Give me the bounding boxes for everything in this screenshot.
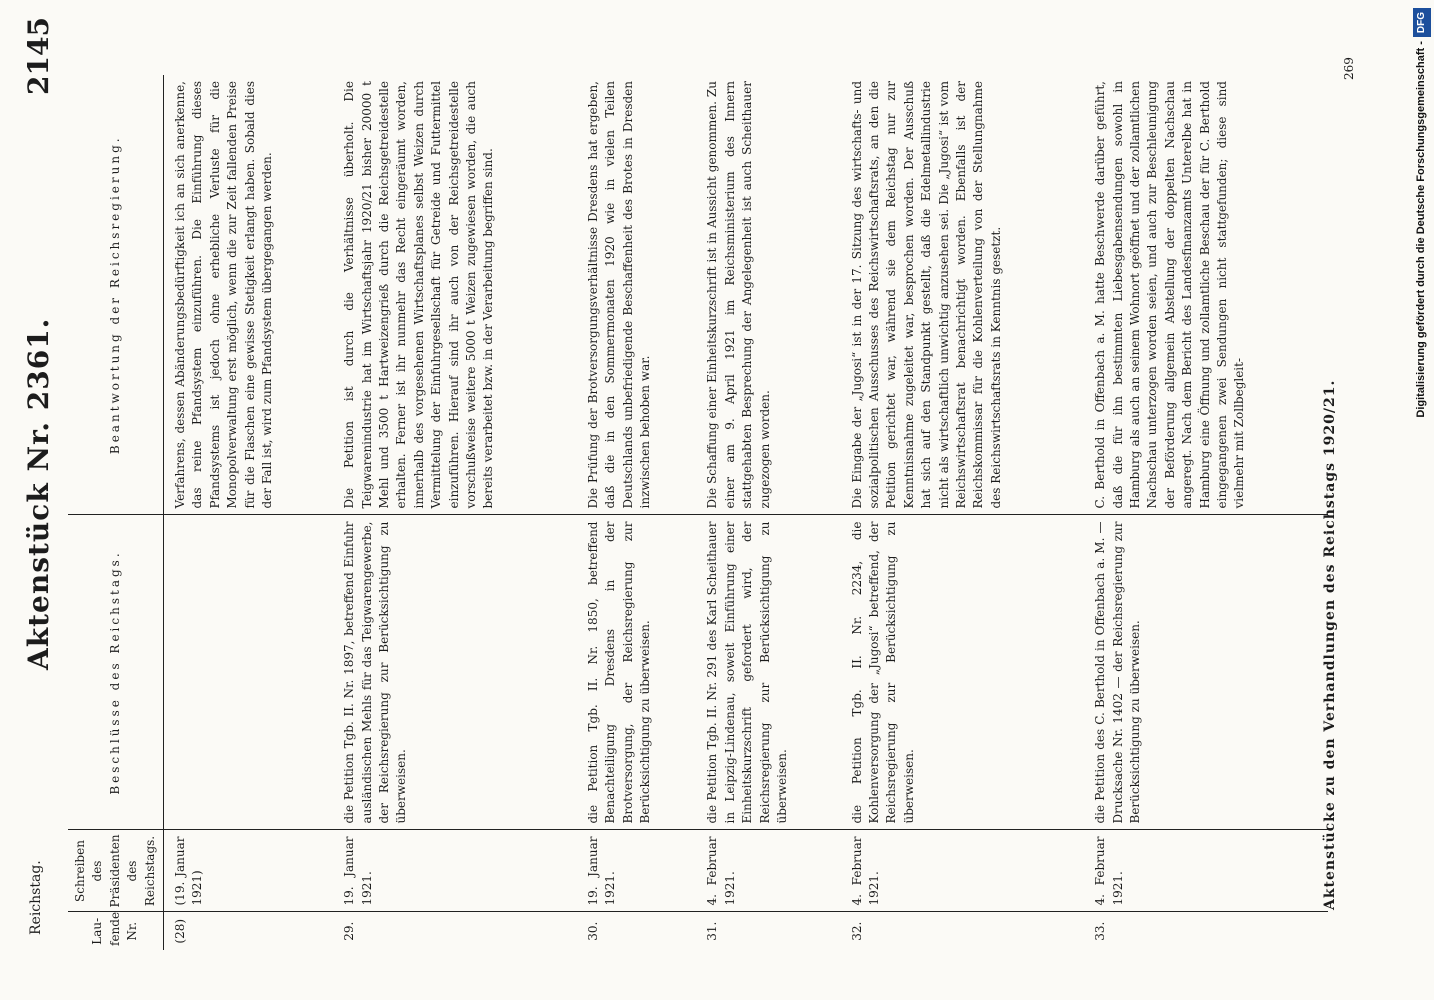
row-date: 19. Januar 1921. — [333, 830, 577, 912]
row-decision: die Petition des C. Berthold in Offenbach a. M. — Drucksache Nr. 1402 — der Reichsregierung zur Berücksichtigung zu überweisen. — [1084, 515, 1328, 830]
row-date: 19. Januar 1921. — [577, 830, 696, 912]
dfg-sidebar — [1412, 8, 1430, 988]
header-left: Reichstag. — [28, 860, 44, 935]
row-answer: C. Berthold in Offenbach a. M. hatte Beschwerde darüber geführt, daß die für ihn bestimmten Liebesgabensendungen sowohl in Hamburg als auch an seinem Wohnort geöffnet und der zollamtlichen Nachschau unterzogen worden seien, und auch zur Beschleunigung der Beförderung allgemein Abstellung der doppelten Nachschau angeregt. Nach dem Bericht des Landesfinanzamts Unterelbe hat in Hamburg eine Öffnung und zollamtliche Beschau der für C. Berthold eingegangenen zwei Sendungen nicht stattgefunden; diese sind vielmehr mit Zollbegleit- — [1084, 75, 1328, 515]
col-header-nr: Lau-fende Nr. — [68, 912, 163, 950]
folio-number: 269 — [1342, 57, 1356, 80]
row-number: 33. — [1093, 921, 1108, 941]
row-number: 31. — [705, 921, 720, 941]
col-header-decision: Beschlüsse des Reichstags. — [68, 515, 163, 830]
row-number: 32. — [849, 921, 864, 941]
row-date: 4. Februar 1921. — [1084, 830, 1328, 912]
document-footer: Aktenstücke zu den Verhandlungen des Reichstags 1920/21. — [1322, 379, 1338, 910]
row-decision: die Petition Tgb. II. Nr. 1897, betreffend Einfuhr ausländischen Mehls für das Teigwarengewerbe, der Reichsregierung zur Berücksichtigung zu überweisen. — [333, 515, 577, 830]
table-row — [696, 75, 840, 950]
table-row — [1084, 75, 1328, 950]
row-answer: Die Eingabe der „Jugosi“ ist in der 17. Sitzung des wirtschafts- und sozialpolitischen Ausschusses des Reichswirtschaftsrats, an den die Petition gerichtet war, während sie dem Reichstag nur zur Kenntnisnahme zugeleitet war, besprochen worden. Der Ausschuß hat sich auf den Standpunkt gestellt, daß die Edelmetallindustrie nicht als wirtschaftlich unwichtig anzusehen sei. Die „Jugosi“ ist vom Reichswirtschaftsrat benachrichtigt worden. Ebenfalls ist der Reichskommissar für die Kohlenverteilung von der Stellungnahme des Reichswirtschaftsrats in Kenntnis gesetzt. — [841, 75, 1085, 515]
dfg-logo: DFG — [1413, 8, 1431, 37]
row-answer: Die Petition ist durch die Verhältnisse überholt. Die Teigwarenindustrie hat im Wirtschaftsjahr 1920/21 bisher 20000 t Mehl und 3500 t Hartweizengrieß durch die Reichsgetreidestelle erhalten. Ferner ist ihr nunmehr das Recht eingeräumt worden, innerhalb des vorgesehenen Wirtschaftsplanes selbst Weizen durch Vermittelung der Einfuhrgesellschaft für Getreide und Futtermittel einzuführen. Hierauf sind ihr auch von der Reichsgetreidestelle vorschußweise weitere 5000 t Weizen zugewiesen worden, die auch bereits verarbeitet bzw. in der Verarbeitung begriffen sind. — [333, 75, 577, 515]
row-answer: Die Prüfung der Brotversorgungsverhältnisse Dresdens hat ergeben, daß die in den Sommermonaten 1920 wie in vielen Teilen Deutschlands unbefriedigende Beschaffenheit des Brotes in Dresden inzwischen behoben war. — [577, 75, 696, 515]
row-answer: Die Schaffung einer Einheitskurzschrift ist in Aussicht genommen. Zu einer am 9. April 1921 im Reichsministerium des Innern stattgehabten Besprechung der Angelegenheit ist auch Scheithauer zugezogen worden. — [696, 75, 840, 515]
table-row — [577, 75, 696, 950]
table-row — [841, 75, 1085, 950]
row-date: 4. Februar 1921. — [696, 830, 840, 912]
page-number: 2145 — [22, 17, 55, 95]
row-decision: die Petition Tgb. II. Nr. 2234, die Kohlenversorgung der „Jugosi“ betreffend, der Reichsregierung zur Berücksichtigung zu überweisen. — [841, 515, 1085, 830]
petition-table — [68, 75, 1328, 950]
row-answer: Verfahrens, dessen Abänderungsbedürftigkeit ich an sich anerkenne, das reine Pfandsystem einzuführen. Die Einführung dieses Pfandsystems ist jedoch ohne erhebliche Verluste für die Monopolverwaltung erst möglich, wenn die zur Zeit fallenden Preise für die Flaschen eine gewisse Stetigkeit erlangt haben. Sobald dies der Fall ist, wird zum Pfandsystem übergegangen werden. — [163, 75, 333, 515]
row-decision: die Petition Tgb. II. Nr. 1850, betreffend Benachteiligung Dresdens in der Brotversorgung, der Reichsregierung zur Berücksichtigung zu überweisen. — [577, 515, 696, 830]
dfg-credit-text: Digitalisierung gefördert durch die Deutsche Forschungsgemeinschaft - — [1415, 41, 1427, 418]
row-decision: die Petition Tgb. II. Nr. 291 des Karl Scheithauer in Leipzig-Lindenau, soweit Einführung einer Einheitskurzschrift gefordert wird, der Reichsregierung zur Berücksichtigung zu überweisen. — [696, 515, 840, 830]
row-number: 30. — [585, 921, 600, 941]
row-number: (28) — [172, 918, 187, 944]
table-row — [163, 75, 333, 950]
table-row — [333, 75, 577, 950]
col-header-answer: Beantwortung der Reichsregierung. — [68, 75, 163, 515]
row-date: (19. Januar 1921) — [163, 830, 333, 912]
row-decision — [163, 515, 333, 830]
page-title: Aktenstück Nr. 2361. — [22, 317, 55, 670]
row-number: 29. — [342, 921, 357, 941]
col-header-date: Schreiben des Präsidenten des Reichstags. — [68, 830, 163, 912]
row-date: 4. Februar 1921. — [841, 830, 1085, 912]
